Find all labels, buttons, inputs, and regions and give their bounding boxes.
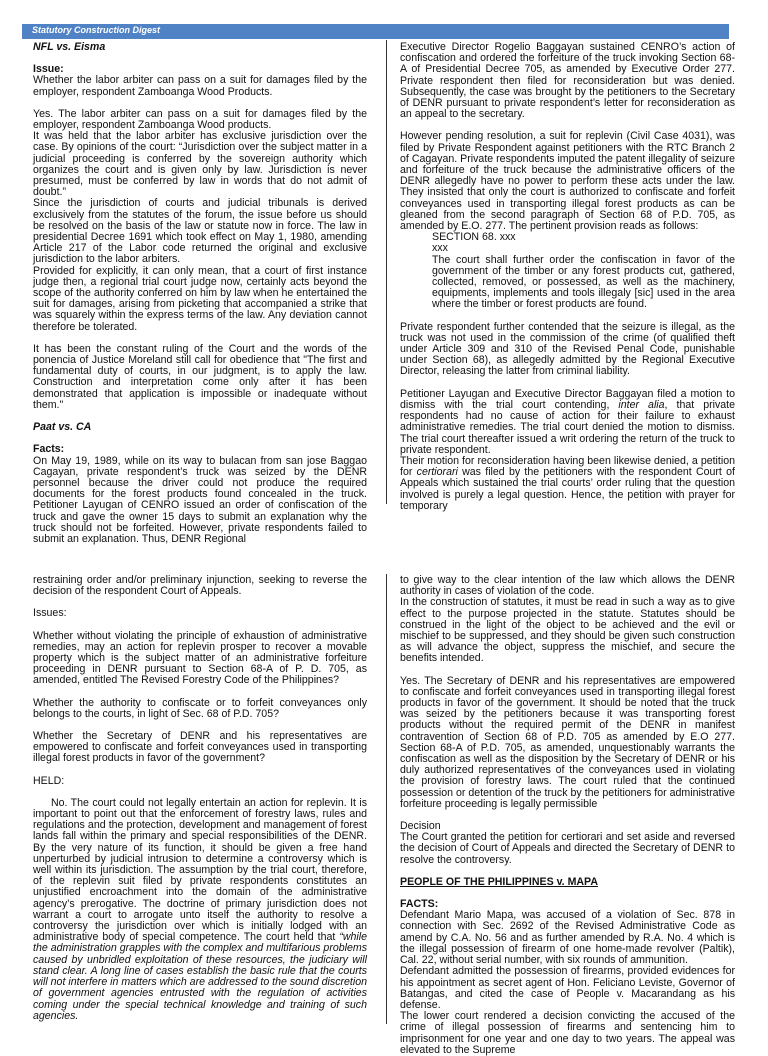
column-divider-top — [386, 40, 387, 504]
paragraph: to give way to the clear intention of the law which allows the DENR authority in cases of violation of the code. — [400, 574, 735, 598]
quote-body: The court shall further order the confiscation in favor of the government of the timber or any forest products cut, gathered, collected, removed, or possessed, as well as the machinery, equipments, implements and tools illegaly [sic] used in the area where the timber or forest products are found. — [432, 253, 735, 311]
top-right-column — [400, 42, 735, 512]
issue-heading: Issue: — [33, 63, 64, 76]
case-title: PEOPLE OF THE PHILIPPINES v. MAPA — [400, 875, 598, 888]
paragraph: Defendant Mario Mapa, was accused of a violation of Sec. 878 in connection with Sec. 2692 of the Revised Administrative Code as amend by C.A. No. 56 and as further amended by R.A. No. 4 which is the illegal possession of firearm of one home-made revolver (Paltik), Cal. 22, without serial number, with six rounds of ammunition. — [400, 909, 735, 967]
paragraph: Since the jurisdiction of courts and judicial tribunals is derived exclusively from the statutes of the forum, the issue before us should be resolved on the basis of the law or statute now in force. The law in presidential Decree 1691 which took effect on May 1, 1980, amending Article 217 of the Labor code returned the original and exclusive jurisdiction to the labor arbiters. — [33, 197, 367, 266]
paragraph: However pending resolution, a suit for replevin (Civil Case 4031), was filed by Private Respondent against petitioners with the RTC Branch 2 of Cagayan. Private respondents imputed the patent illegality of seizure and forfeiture of the truck because the administrative officers of the DENR allegedly have no power to perform these acts under the law. They insisted that only the court is authorized to confiscate and forfeit conveyances used in transporting illegal forest products as can be gleaned from the second paragraph of Section 68 of P.D. 705, as amended by E.O. 277. The pertinent provision reads as follows: — [400, 130, 735, 233]
decision-text: The Court granted the petition for certiorari and set aside and reversed the decision of Court of Appeals and directed the Secretary of DENR to resolve the controversy. — [400, 831, 735, 866]
paragraph: Private respondent further contended that the seizure is illegal, as the truck was not used in the commission of the crime (of qualified theft under Article 309 and 310 of the Revised Penal Code, punishable under Section 68), as allegedly admitted by the Regional Executive Director, releasing the latter from criminal liability. — [400, 320, 735, 378]
held-text: No. The court could not legally entertain an action for replevin. It is important to point out that the enforcement of forestry laws, rules and regulations and the protection, development and management of forest lands fall within the primary and special responsibilities of the DENR. By the very nature of its function, it should be given a free hand unperturbed by judicial intrusion to determine a controversy which is well within its jurisdiction. The assumption by the trial court, therefore, of the replevin suit filed by private respondents constitutes an unjustified encroachment into the domain of the administrative agency’s prerogative. The doctrine of primary jurisdiction does not warrant a court to arrogate unto itself the authority to resolve a controversy the jurisdiction over which is initially lodged with an administrative body of special competence. The court held that “while the administration grapples with the complex and multifarious problems caused by unbridled exploitation of these resources, the judiciary will stand clear. A long line of cases establish the basic rule that the courts will not interfere in matters which are addressed to the sound discretion of government agencies entrusted with the regulation of activities coming under the special technical knowledge and training of such agencies. — [33, 796, 367, 1022]
header-title: Statutory Construction Digest — [32, 25, 161, 35]
issue-item: Whether the authority to confiscate or to forfeit conveyances only belongs to the courts, in light of Sec. 68 of P.D. 705? — [33, 696, 367, 720]
paragraph: Their motion for reconsideration having been likewise denied, a petition for certiorari was filed by the petitioners with the respondent Court of Appeals which sustained the trial courts’ order ruling that the question involved is purely a legal question. Hence, the petition with prayer for temporary — [400, 454, 735, 512]
case-title: Paat vs. CA — [33, 421, 92, 434]
paragraph: Defendant admitted the possession of firearms, provided evidences for his appointment as secret agent of Hon. Feliciano Leviste, Governor of Batangas, and cited the case of People v. Macarandang as his defense. — [400, 965, 735, 1011]
decision-heading: Decision — [400, 820, 441, 833]
paragraph: restraining order and/or preliminary injunction, seeking to reverse the decision of the respondent Court of Appeals. — [33, 574, 367, 598]
column-divider-bottom — [386, 574, 387, 1024]
paragraph: In the construction of statutes, it must be read in such a way as to give effect to the purpose projected in the statute. Statutes should be construed in the light of the object to be achieved and the evil or mischief to be suppressed, and they should be given such construction as will advance the object, suppress the mischief, and secure the benefits intended. — [400, 596, 735, 665]
paragraph: It has been the constant ruling of the Court and the words of the ponencia of Justice Moreland still call for obedience that "The first and fundamental duty of courts, in our judgment, is to apply the law. Construction and interpretation come only after it has been demonstrated that application is impossible or inadequate without them." — [33, 342, 367, 411]
quote-section: SECTION 68. xxx — [432, 231, 516, 244]
bottom-right-column — [400, 575, 735, 1056]
held-heading: HELD: — [33, 774, 65, 787]
issue-item: Whether without violating the principle of exhaustion of administrative remedies, may an action for replevin prosper to recover a movable property which is the subject matter of an administrative forfeiture proceeding in DENR pursuant to Section 68-A of P. D. 705, as amended, entitled The Revised Forestry Code of the Philippines? — [33, 629, 367, 687]
paragraph: Petitioner Layugan and Executive Director Baggayan filed a motion to dismiss with the trial court contending, inter alia, that private respondents had no cause of action for their failure to exhaust administrative remedies. The trial court denied the motion to dismiss. The trial court thereafter issued a writ ordering the return of the truck to private respondent. — [400, 387, 735, 456]
paragraph: Provided for explicitly, it can only mean, that a court of first instance judge then, a regional trial court judge now, certainly acts beyond the scope of the authority conferred on him by law when he entertained the suit for damages, arising from picketing that accompanied a strike that was squarely within the express terms of the law. Any deviation cannot therefore be tolerated. — [33, 264, 367, 333]
issue-item: Whether the Secretary of DENR and his representatives are empowered to confiscate and forfeit conveyances used in transporting illegal forest products in favor of the government? — [33, 730, 367, 765]
paragraph: Yes. The labor arbiter can pass on a suit for damages filed by the employer, respondent Zamboanga Wood products. — [33, 107, 367, 132]
issues-heading: Issues: — [33, 607, 67, 620]
quote-xxx: xxx — [432, 242, 448, 255]
facts-text: On May 19, 1989, while on its way to bulacan from san jose Baggao Cagayan, private respondent’s truck was seized by the DENR personnel because the driver could not produce the required documents for the forest products found concealed in the truck. Petitioner Layugan of CENRO issued an order of confiscation of the truck and gave the owner 15 days to submit an explanation why the truck should not be forfeited. However, private respondents failed to submit an explanation. Thus, DENR Regional — [33, 454, 367, 545]
facts-heading: Facts: — [33, 443, 65, 456]
header-bar — [22, 24, 729, 39]
bottom-left-column — [33, 575, 367, 1022]
paragraph: It was held that the labor arbiter has exclusive jurisdiction over the case. By opinions of the court: “Jurisdiction over the subject matter in a judicial proceeding is conferred by the sovereign authority which organizes the court and is given only by law. Jurisdiction is never presumed, must be conferred by law in words that do not admit of doubt.” — [33, 130, 367, 199]
paragraph: Yes. The Secretary of DENR and his representatives are empowered to confiscate and forfeit conveyances used in transporting illegal forest products in favor of the government. It should be noted that the truck was seized by the petitioners because it was transporting forest products without the required permit of the DENR in manifest contravention of Section 68 of P.D. 705 as amended by E.O 277. Section 68-A of P.D. 705, as amended, unquestionably warrants the confiscation as well as the disposition by the Secretary of DENR or his duly authorized representatives of the conveyances used in violating the provision of forestry laws. The court ruled that the continued possession or detention of the truck by the petitioners for administrative forfeiture proceeding is legally permissible — [400, 674, 735, 810]
paragraph: The lower court rendered a decision convicting the accused of the crime of illegal possession of firearms and sentencing him to imprisonment for one year and one day to two years. The appeal was elevated to the Supreme — [400, 1010, 735, 1056]
case-title: NFL vs. Eisma — [33, 41, 106, 53]
top-left-column — [33, 42, 367, 545]
paragraph: Executive Director Rogelio Baggayan sustained CENRO’s action of confiscation and ordered the forfeiture of the truck invoking Section 68-A of Presidential Decree 705, as amended by Executive Order 277. Private respondent then filed for reconsideration but was denied. Subsequently, the case was brought by the petitioners to the Secretary of DENR pursuant to private respondent’s letter for reconsideration as an appeal to the secretary. — [400, 41, 735, 121]
issue-text: Whether the labor arbiter can pass on a suit for damages filed by the employer, respondent Zamboanga Wood Products. — [33, 74, 367, 98]
facts-heading: FACTS: — [400, 898, 439, 911]
